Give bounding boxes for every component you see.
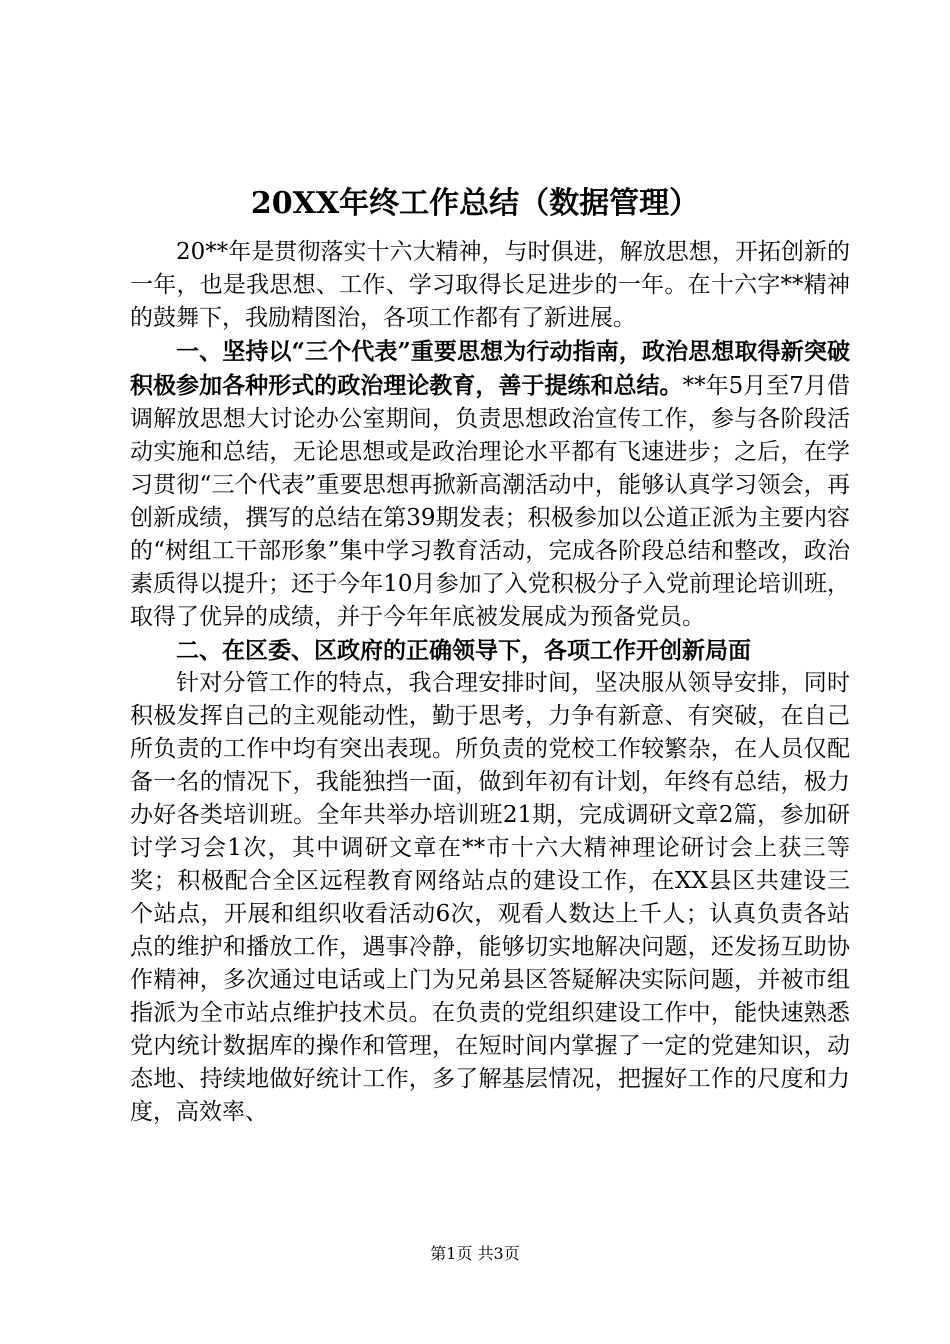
section-1-heading: 一、坚持以“三个代表”重要思想为行动指南，政治思想取得新突破积极参加各种形式的政治理论教育，善于提练和总结。 [130,338,850,399]
section-2-paragraph: 针对分管工作的特点，我合理安排时间，坚决服从领导安排，同时积极发挥自己的主观能动性，勤于思考，力争有新意、有突破，在自己所负责的工作中均有突出表现。所负责的党校工作较繁杂，在人员仅配备一名的情况下，我能独挡一面，做到年初有计划，年终有总结，极力办好各类培训班。全年共举办培训班21期，完成调研文章2篇，参加研讨学习会1次，其中调研文章在**市十六大精神理论研讨会上获三等奖；积极配合全区远程教育网络站点的建设工作，在XX县区共建设三个站点，开展和组织收看活动6次，观看人数达上千人；认真负责各站点的维护和播放工作，遇事冷静，能够切实地解决问题，还发扬互助协作精神，多次通过电话或上门为兄弟县区答疑解决实际问题，并被市组指派为全市站点维护技术员。在负责的党组织建设工作中，能快速熟悉党内统计数据库的操作和管理，在短时间内掌握了一定的党建知识，动态地、持续地做好统计工作，多了解基层情况，把握好工作的尺度和力度，高效率、 [130,670,850,1125]
section-1-paragraph [130,335,850,634]
document-title: 20XX年终工作总结（数据管理） [250,186,700,221]
section-1-body: **年5月至7月借调解放思想大讨论办公室期间，负责思想政治宣传工作，参与各阶段活动实施和总结，无论思想或是政治理论水平都有飞速进步；之后，在学习贯彻“三个代表”重要思想再掀新高潮活动中，能够认真学习领会，再创新成绩，撰写的总结在第39期发表；积极参加以公道正派为主要内容的“树组工干部形象”集中学习教育活动，完成各阶段总结和整改，政治素质得以提升；还于今年10月参加了入党积极分子入党前理论培训班，取得了优异的成绩，并于今年年底被发展成为预备党员。 [130,373,850,630]
section-2-heading: 二、在区委、区政府的正确领导下，各项工作开创新局面 [176,637,751,664]
document-body [130,236,850,1129]
page-footer: 第1页 共3页 [430,1244,520,1263]
intro-paragraph: 20**年是贯彻落实十六大精神，与时俱进，解放思想，开拓创新的一年，也是我思想、工作、学习取得长足进步的一年。在十六字**精神的鼓舞下，我励精图治，各项工作都有了新进展。 [130,239,850,331]
